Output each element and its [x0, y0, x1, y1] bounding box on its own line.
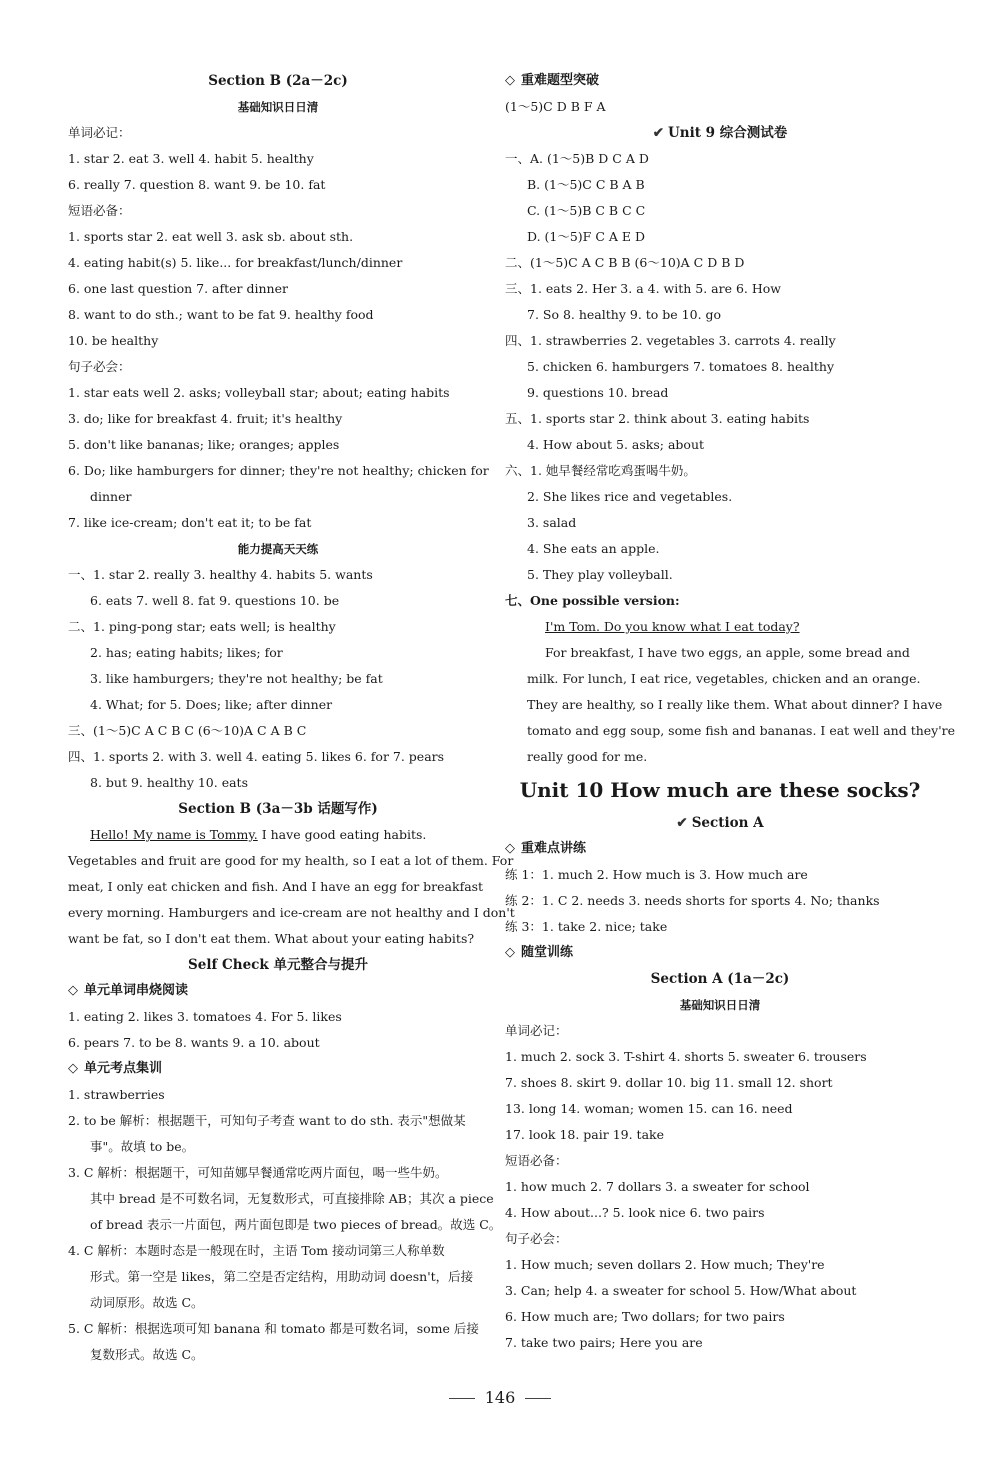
right-line: [505, 120, 935, 146]
left-line: of bread 表示一片面包，两片面包即是 two pieces of bread。故选 C。: [90, 1217, 502, 1232]
left-line: 事"。故填 to be。: [90, 1139, 195, 1154]
left-line: Self Check 单元整合与提升: [188, 957, 368, 973]
left-line: 3. do; like for breakfast 4. fruit; it's healthy: [68, 411, 343, 426]
right-line: Unit 10 How much are these socks?: [519, 778, 921, 802]
heading-text: 重难点讲练: [521, 841, 587, 856]
right-line: 练 2：1. C 2. needs 3. needs shorts for sports 4. No; thanks: [505, 893, 880, 908]
right-line: 1. how much 2. 7 dollars 3. a sweater for school: [505, 1179, 810, 1194]
underlined-text: Hello! My name is Tommy.: [90, 827, 258, 842]
right-line: 2. She likes rice and vegetables.: [527, 489, 733, 504]
right-line: B. (1～5)C C B A B: [527, 177, 645, 192]
left-line: 能力提高天天练: [237, 542, 319, 556]
left-line: 1. sports star 2. eat well 3. ask sb. about sth.: [68, 229, 354, 244]
right-line: D. (1～5)F C A E D: [527, 229, 645, 244]
right-line: 3. salad: [527, 515, 577, 530]
right-line: 练 1：1. much 2. How much is 3. How much are: [505, 867, 808, 882]
underlined-text: I'm Tom. Do you know what I eat today?: [545, 619, 800, 634]
left-line: 三、(1～5)C A C B C (6～10)A C A B C: [68, 723, 307, 738]
left-line: 4. What; for 5. Does; like; after dinner: [90, 697, 333, 712]
right-line: [505, 68, 935, 94]
left-line: 单词必记：: [68, 125, 131, 140]
right-line: 短语必备：: [505, 1153, 568, 1168]
left-line: 1. eating 2. likes 3. tomatoes 4. For 5. likes: [68, 1009, 342, 1024]
left-line: 2. to be 解析：根据题干，可知句子考查 want to do sth. 表示"想做某: [68, 1113, 466, 1128]
right-line: 7. take two pairs; Here you are: [505, 1335, 703, 1350]
left-line: want be fat, so I don't eat them. What about your eating habits?: [68, 931, 475, 946]
left-line: meat, I only eat chicken and fish. And I have an egg for breakfast: [68, 879, 484, 894]
right-column: [505, 68, 956, 1356]
right-line: 7. shoes 8. skirt 9. dollar 10. big 11. small 12. short: [505, 1075, 833, 1090]
right-line: 1. much 2. sock 3. T-shirt 4. shorts 5. sweater 6. trousers: [505, 1049, 867, 1064]
right-line: [505, 836, 935, 862]
left-line: 句子必会：: [68, 359, 131, 374]
diamond-icon: ◇: [68, 1061, 78, 1076]
right-line: They are healthy, so I really like them. What about dinner? I have: [527, 697, 943, 712]
left-line: 10. be healthy: [68, 333, 159, 348]
right-line: 1. How much; seven dollars 2. How much; They're: [505, 1257, 825, 1272]
right-line: [505, 940, 935, 966]
right-line: 一、A. (1～5)B D C A D: [505, 151, 649, 166]
right-line: 4. How about 5. asks; about: [527, 437, 705, 452]
right-line: Section A (1a－2c): [650, 971, 790, 987]
left-line: 7. like ice-cream; don't eat it; to be fat: [68, 515, 312, 530]
line-text: I have good eating habits.: [257, 827, 427, 842]
right-line: 17. look 18. pair 19. take: [505, 1127, 665, 1142]
left-line: dinner: [90, 489, 132, 504]
dash-right: [525, 1398, 551, 1399]
page-number-text: 146: [484, 1388, 516, 1407]
heading-text: 重难题型突破: [521, 73, 600, 88]
right-line: [505, 614, 935, 640]
right-line: C. (1～5)B C B C C: [527, 203, 646, 218]
right-line: For breakfast, I have two eggs, an apple, some bread and: [545, 645, 910, 660]
right-line: 9. questions 10. bread: [527, 385, 669, 400]
diamond-icon: ◇: [505, 73, 515, 88]
right-line: 7. So 8. healthy 9. to be 10. go: [527, 307, 722, 322]
left-line: Vegetables and fruit are good for my health, so I eat a lot of them. For: [68, 853, 514, 868]
left-line: [68, 978, 488, 1004]
left-line: 4. C 解析：本题时态是一般现在时，主语 Tom 接动词第三人称单数: [68, 1243, 445, 1258]
left-line: 5. don't like bananas; like; oranges; apples: [68, 437, 340, 452]
right-line: 七、One possible version:: [505, 593, 680, 608]
left-line: 8. but 9. healthy 10. eats: [90, 775, 248, 790]
left-line: Section B (2a－2c): [208, 73, 348, 89]
left-line: 形式。第一空是 likes，第二空是否定结构，用助动词 doesn't，后接: [90, 1269, 474, 1284]
heading-text: 随堂训练: [521, 945, 574, 960]
heading-text: Unit 9 综合测试卷: [668, 125, 788, 141]
left-line: 3. C 解析：根据题干，可知苗娜早餐通常吃两片面包，喝一些牛奶。: [68, 1165, 448, 1180]
right-line: tomato and egg soup, some fish and bananas. I eat well and they're: [527, 723, 956, 738]
left-line: 二、1. ping-pong star; eats well; is healthy: [68, 619, 336, 634]
right-line: 3. Can; help 4. a sweater for school 5. How/What about: [505, 1283, 857, 1298]
right-line: 句子必会：: [505, 1231, 568, 1246]
left-line: [68, 1056, 488, 1082]
left-line: 6. really 7. question 8. want 9. be 10. fat: [68, 177, 326, 192]
checkmark-icon: ✔: [652, 125, 665, 141]
left-line: Section B (3a－3b 话题写作): [178, 801, 378, 817]
left-line: 4. eating habit(s) 5. like... for breakfast/lunch/dinner: [68, 255, 403, 270]
heading-text: 单元考点集训: [84, 1061, 163, 1076]
right-line: 五、1. sports star 2. think about 3. eating habits: [505, 411, 810, 426]
right-line: milk. For lunch, I eat rice, vegetables, chicken and an orange.: [527, 671, 921, 686]
left-line: 6. eats 7. well 8. fat 9. questions 10. be: [90, 593, 340, 608]
page-number: [0, 1388, 1000, 1407]
left-line: 其中 bread 是不可数名词，无复数形式，可直接排除 AB；其次 a piece: [90, 1191, 494, 1206]
left-line: 6. Do; like hamburgers for dinner; they're not healthy; chicken for: [68, 463, 489, 478]
left-line: 1. strawberries: [68, 1087, 165, 1102]
left-line: 6. one last question 7. after dinner: [68, 281, 288, 296]
right-line: 单词必记：: [505, 1023, 568, 1038]
dash-left: [449, 1398, 475, 1399]
right-line: 6. How much are; Two dollars; for two pairs: [505, 1309, 785, 1324]
left-line: 短语必备：: [68, 203, 131, 218]
diamond-icon: ◇: [505, 841, 515, 856]
diamond-icon: ◇: [68, 983, 78, 998]
heading-text: 单元单词串烧阅读: [84, 983, 189, 998]
left-line: every morning. Hamburgers and ice-cream are not healthy and I don't: [68, 905, 515, 920]
right-line: 13. long 14. woman; women 15. can 16. need: [505, 1101, 793, 1116]
right-line: (1～5)C D B F A: [505, 99, 606, 114]
right-line: 基础知识日日清: [679, 998, 761, 1012]
left-line: 1. star eats well 2. asks; volleyball star; about; eating habits: [68, 385, 450, 400]
diamond-icon: ◇: [505, 945, 515, 960]
left-column: [68, 68, 515, 1368]
left-line: 8. want to do sth.; want to be fat 9. healthy food: [68, 307, 374, 322]
right-line: 二、(1～5)C A C B B (6～10)A C D B D: [505, 255, 745, 270]
left-line: 基础知识日日清: [237, 100, 319, 114]
right-line: 4. She eats an apple.: [527, 541, 660, 556]
left-line: [68, 822, 488, 848]
right-line: [505, 810, 935, 836]
right-line: 5. chicken 6. hamburgers 7. tomatoes 8. healthy: [527, 359, 835, 374]
left-line: 6. pears 7. to be 8. wants 9. a 10. about: [68, 1035, 320, 1050]
left-line: 5. C 解析：根据选项可知 banana 和 tomato 都是可数名词，some 后接: [68, 1321, 479, 1336]
right-line: 四、1. strawberries 2. vegetables 3. carrots 4. really: [505, 333, 836, 348]
right-line: 练 3：1. take 2. nice; take: [505, 919, 668, 934]
right-line: 六、1. 她早餐经常吃鸡蛋喝牛奶。: [505, 463, 696, 478]
left-line: 动词原形。故选 C。: [90, 1295, 204, 1310]
left-line: 复数形式。故选 C。: [90, 1347, 204, 1362]
heading-text: Section A: [691, 815, 764, 831]
left-line: 3. like hamburgers; they're not healthy; be fat: [90, 671, 383, 686]
right-line: 三、1. eats 2. Her 3. a 4. with 5. are 6. How: [505, 281, 782, 296]
left-line: 2. has; eating habits; likes; for: [90, 645, 283, 660]
left-line: 一、1. star 2. really 3. healthy 4. habits 5. wants: [68, 567, 373, 582]
checkmark-icon: ✔: [676, 815, 688, 831]
left-line: 四、1. sports 2. with 3. well 4. eating 5. likes 6. for 7. pears: [68, 749, 445, 764]
left-line: 1. star 2. eat 3. well 4. habit 5. healthy: [68, 151, 314, 166]
right-line: really good for me.: [527, 749, 648, 764]
right-line: 5. They play volleyball.: [527, 567, 673, 582]
right-line: 4. How about...? 5. look nice 6. two pairs: [505, 1205, 765, 1220]
